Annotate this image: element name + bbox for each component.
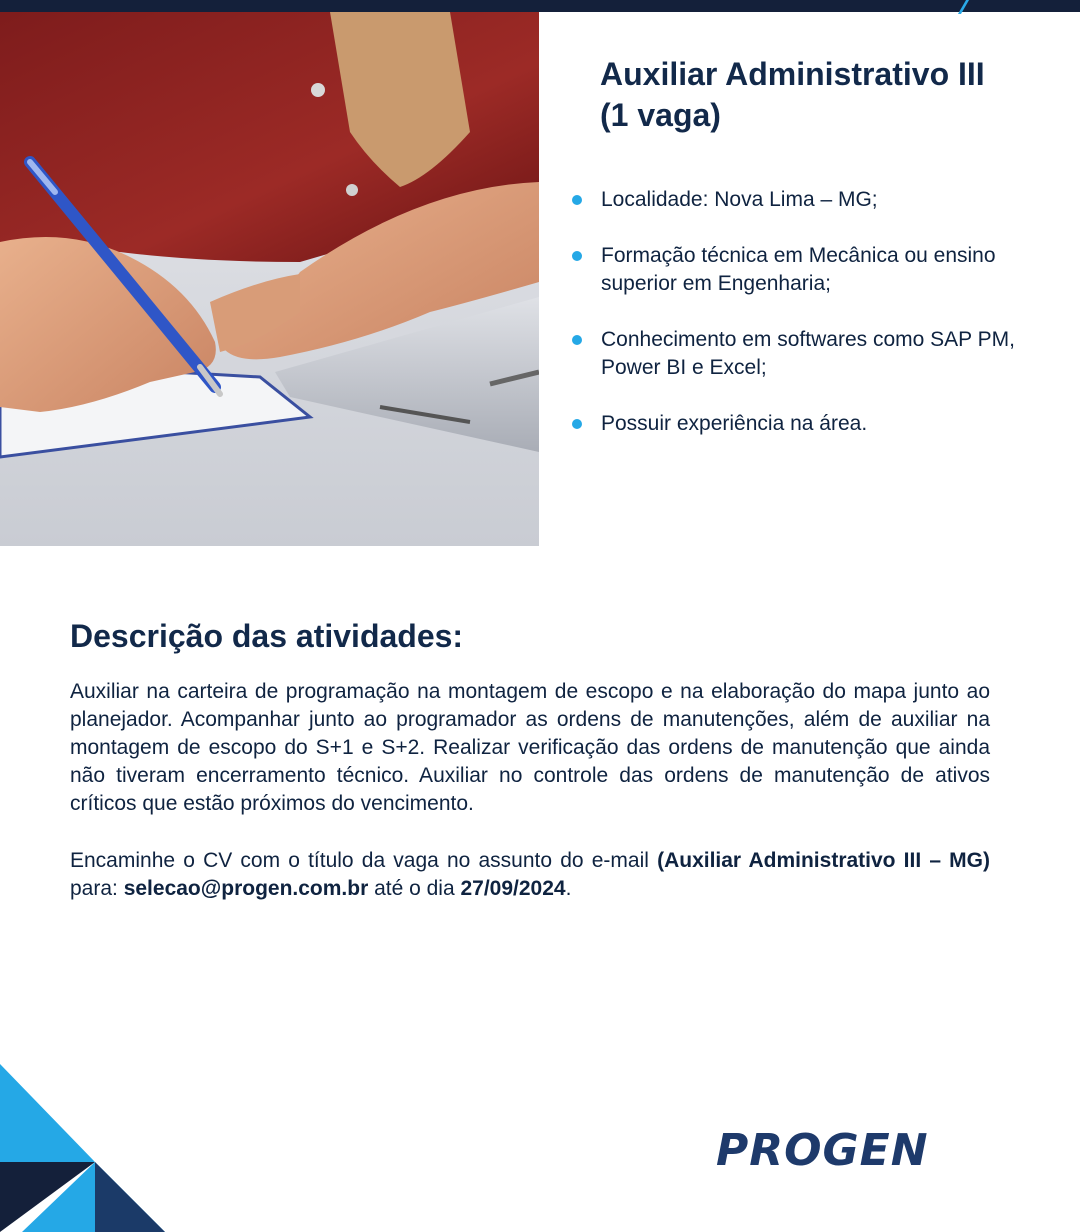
- job-title: [600, 54, 1040, 136]
- requirement-text: Possuir experiência na área.: [601, 412, 868, 435]
- cta-end: .: [565, 877, 572, 900]
- cta-deadline: 27/09/2024: [460, 877, 566, 900]
- cta-mid: para:: [70, 877, 124, 900]
- requirement-text: Localidade: Nova Lima – MG;: [601, 188, 878, 211]
- requirement-text: Conhecimento em softwares como SAP PM, Power BI e Excel;: [601, 328, 1015, 379]
- requirement-item: [572, 242, 1042, 298]
- bullet-icon: [572, 195, 582, 205]
- bullet-icon: [572, 251, 582, 261]
- corner-decoration: [0, 1062, 170, 1232]
- description-body: Auxiliar na carteira de programação na montagem de escopo e na elaboração do mapa junto ao planejador. Acompanhar junto ao programador as ordens de manutenções, além de auxiliar na montagem de escopo do S+1 e S+2. Realizar verificação das ordens de manutenção que ainda não tiveram encerramento técnico. Auxiliar no controle das ordens de manutenção de ativos críticos que estão próximos do vencimento.: [70, 680, 990, 815]
- cta-email[interactable]: selecao@progen.com.br: [123, 877, 369, 900]
- bullet-icon: [572, 419, 582, 429]
- logo-text: PROGEN: [716, 1125, 929, 1176]
- requirement-text: Formação técnica em Mecânica ou ensino superior em Engenharia;: [601, 244, 996, 295]
- description-heading: Descrição das atividades:: [70, 618, 464, 654]
- cta-subject: (Auxiliar Administrativo III – MG): [657, 849, 990, 872]
- requirements-list: [572, 186, 1042, 466]
- progen-logo: [712, 1126, 992, 1176]
- requirement-item: [572, 326, 1042, 382]
- cta-until: até o dia: [368, 877, 461, 900]
- requirement-item: [572, 186, 1042, 214]
- hero-photo: [0, 12, 539, 546]
- bullet-icon: [572, 335, 582, 345]
- application-instructions: [70, 847, 990, 903]
- requirement-item: [572, 410, 1042, 438]
- top-bar: [0, 0, 1080, 12]
- job-title-line1: Auxiliar Administrativo III: [600, 56, 985, 92]
- cta-intro: Encaminhe o CV com o título da vaga no assunto do e-mail: [70, 849, 658, 872]
- job-title-line2: (1 vaga): [600, 97, 721, 133]
